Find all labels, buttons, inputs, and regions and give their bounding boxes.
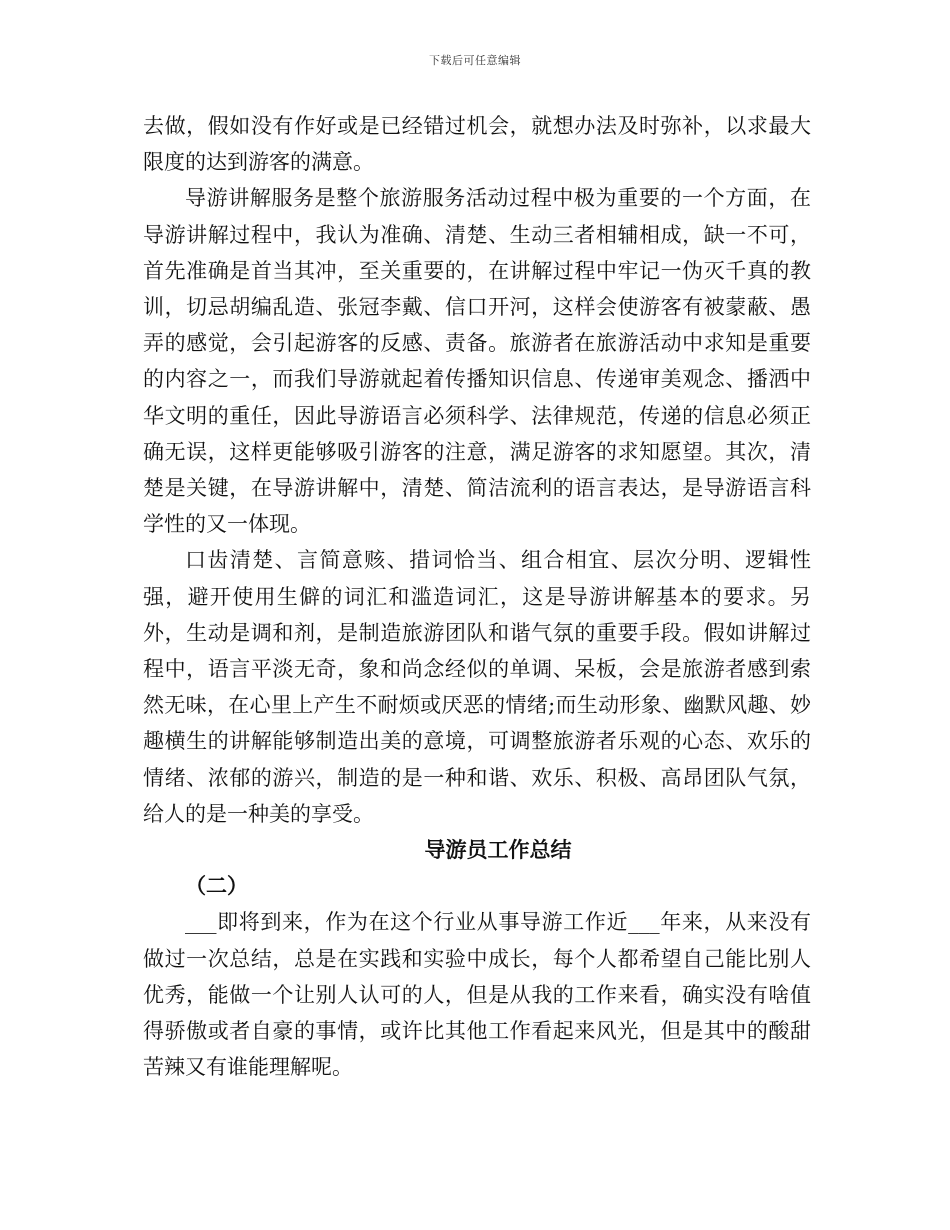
section-subtitle: （二） — [185, 873, 248, 899]
paragraph-guide-explanation: 导游讲解服务是整个旅游服务活动过程中极为重要的一个方面，在导游讲解过程中，我认为准确、清楚、生动三者相辅相成，缺一不可，首先准确是首当其冲，至关重要的，在讲解过程中牢记一伪灭千真的教训，切忌胡编乱造、张冠李戴、信口开河，这样会使游客有被蒙蔽、愚弄的感觉，会引起游客的反感、责备。旅游者在旅游活动中求知是重要的内容之一，而我们导游就起着传播知识信息、传递审美观念、播洒中华文明的重任，因此导游语言必须科学、法律规范，传递的信息必须正确无误，这样更能够吸引游客的注意，满足游客的求知愿望。其次，清楚是关键，在导游讲解中，清楚、简洁流利的语言表达，是导游语言科学性的又一体现。 — [143, 186, 811, 537]
paragraph-clear-speech: 口齿清楚、言简意赅、措词恰当、组合相宜、层次分明、逻辑性强，避开使用生僻的词汇和滥造词汇，这是导游讲解基本的要求。另外，生动是调和剂，是制造旅游团队和谐气氛的重要手段。假如讲解过程中，语言平淡无奇，象和尚念经似的单调、呆板，会是旅游者感到索然无味，在心里上产生不耐烦或厌恶的情绪;而生动形象、幽默风趣、妙趣横生的讲解能够制造出美的意境，可调整旅游者乐观的心态、欢乐的情绪、浓郁的游兴，制造的是一种和谐、欢乐、积极、高昂团队气氛，给人的是一种美的享受。 — [143, 548, 811, 826]
paragraph-continuation: 去做，假如没有作好或是已经错过机会，就想办法及时弥补，以求最大限度的达到游客的满意。 — [143, 114, 811, 175]
paragraph-summary-intro: ___即将到来，作为在这个行业从事导游工作近___年来，从来没有做过一次总结，总是在实践和实验中成长，每个人都希望自己能比别人优秀，能做一个让别人认可的人，但是从我的工作来看，确实没有啥值得骄傲或者自豪的事情，或许比其他工作看起来风光，但是其中的酸甜苦辣又有谁能理解呢。 — [143, 910, 811, 1080]
document-body — [143, 108, 811, 1085]
page-header: 下载后可任意编辑 — [429, 54, 521, 67]
section-title: 导游员工作总结 — [424, 837, 572, 863]
